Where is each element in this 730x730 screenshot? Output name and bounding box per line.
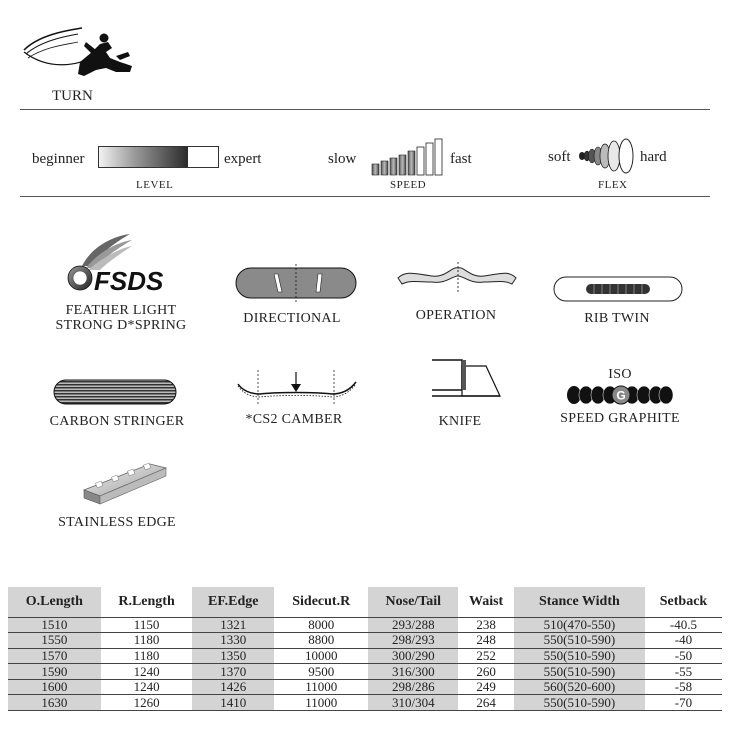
spec-cell: 550(510-590) bbox=[514, 633, 645, 649]
directional-caption: DIRECTIONAL bbox=[243, 311, 341, 326]
spec-header-cell: Setback bbox=[659, 593, 708, 609]
knife-edge-icon bbox=[430, 358, 502, 404]
spec-cell: 1150 bbox=[101, 617, 193, 633]
spec-header-cell: Waist bbox=[468, 593, 504, 609]
iso-label: ISO bbox=[608, 367, 632, 382]
spec-cell: -40 bbox=[645, 633, 722, 649]
spec-cell: -55 bbox=[645, 664, 722, 680]
spec-cell: -40.5 bbox=[645, 617, 722, 633]
speed-low-label: slow bbox=[328, 151, 357, 167]
stainless-edge-icon bbox=[80, 460, 170, 506]
fsds-logo-icon bbox=[62, 232, 177, 296]
spec-cell: 1240 bbox=[101, 664, 193, 680]
flex-high-label: hard bbox=[640, 149, 667, 165]
stainless-edge-caption: STAINLESS EDGE bbox=[58, 515, 176, 530]
spec-table-body bbox=[8, 617, 722, 711]
spec-cell: 1590 bbox=[8, 664, 101, 680]
graphite-badge-text: G bbox=[616, 388, 626, 403]
spec-cell: 1410 bbox=[192, 695, 274, 711]
spec-cell: 1321 bbox=[192, 617, 274, 633]
spec-header-cell: Sidecut.R bbox=[292, 593, 351, 609]
spec-header-cell: O.Length bbox=[8, 587, 101, 617]
graphite-discs-icon bbox=[566, 384, 674, 406]
spec-cell: 248 bbox=[458, 633, 514, 649]
spec-cell: 10000 bbox=[274, 648, 368, 664]
spec-cell: 510(470-550) bbox=[514, 617, 645, 633]
spec-table bbox=[8, 587, 722, 711]
fsds-logo-text: FSDS bbox=[94, 266, 164, 296]
spec-cell: 560(520-600) bbox=[514, 679, 645, 695]
spec-cell: 1180 bbox=[101, 633, 193, 649]
divider-top bbox=[20, 109, 710, 110]
spec-cell: 1180 bbox=[101, 648, 193, 664]
level-high-label: expert bbox=[224, 151, 262, 167]
fsds-caption-line2: STRONG D*SPRING bbox=[55, 318, 187, 333]
spec-cell: 11000 bbox=[274, 679, 368, 695]
spec-cell: 8000 bbox=[274, 617, 368, 633]
table-row bbox=[8, 695, 722, 711]
spec-cell: 298/293 bbox=[368, 633, 458, 649]
spec-cell: 1330 bbox=[192, 633, 274, 649]
spec-cell: 298/286 bbox=[368, 679, 458, 695]
level-meter bbox=[98, 146, 219, 168]
spec-cell: 1600 bbox=[8, 679, 101, 695]
spec-cell: 11000 bbox=[274, 695, 368, 711]
spec-cell: 9500 bbox=[274, 664, 368, 680]
spec-cell: 300/290 bbox=[368, 648, 458, 664]
spec-cell: 1570 bbox=[8, 648, 101, 664]
spec-cell: 1630 bbox=[8, 695, 101, 711]
spec-header-row bbox=[8, 587, 722, 617]
spec-table-head bbox=[8, 587, 722, 617]
table-row bbox=[8, 664, 722, 680]
cs2-camber-profile-icon bbox=[236, 368, 358, 406]
flex-discs-icon bbox=[576, 136, 638, 176]
knife-caption: KNIFE bbox=[438, 414, 482, 429]
spec-cell: 1240 bbox=[101, 679, 193, 695]
level-low-label: beginner bbox=[32, 151, 85, 167]
divider-middle bbox=[20, 196, 710, 197]
spec-cell: 310/304 bbox=[368, 695, 458, 711]
operation-profile-icon bbox=[396, 262, 518, 294]
spec-cell: 249 bbox=[458, 679, 514, 695]
spec-cell: 264 bbox=[458, 695, 514, 711]
snowboarder-turn-icon bbox=[20, 22, 140, 84]
rib-twin-board-icon bbox=[552, 275, 684, 303]
fsds-caption-line1: FEATHER LIGHT bbox=[65, 303, 177, 318]
level-caption: LEVEL bbox=[136, 179, 174, 191]
fsds-caption bbox=[46, 303, 196, 333]
spec-cell: 1426 bbox=[192, 679, 274, 695]
spec-cell: 550(510-590) bbox=[514, 648, 645, 664]
spec-cell: -50 bbox=[645, 648, 722, 664]
spec-cell: -70 bbox=[645, 695, 722, 711]
spec-cell: 550(510-590) bbox=[514, 664, 645, 680]
speed-high-label: fast bbox=[450, 151, 472, 167]
spec-cell: -58 bbox=[645, 679, 722, 695]
cs2-camber-caption: *CS2 CAMBER bbox=[245, 412, 343, 427]
spec-cell: 8800 bbox=[274, 633, 368, 649]
spec-cell: 1350 bbox=[192, 648, 274, 664]
spec-cell: 1550 bbox=[8, 633, 101, 649]
speed-caption: SPEED bbox=[390, 179, 427, 191]
rib-twin-caption: RIB TWIN bbox=[584, 311, 650, 326]
table-row bbox=[8, 648, 722, 664]
spec-cell: 252 bbox=[458, 648, 514, 664]
spec-header-cell: R.Length bbox=[118, 593, 175, 609]
spec-cell: 1510 bbox=[8, 617, 101, 633]
speed-bars-icon bbox=[370, 136, 446, 176]
spec-cell: 316/300 bbox=[368, 664, 458, 680]
level-meter-fill bbox=[99, 147, 188, 167]
carbon-stringer-caption: CARBON STRINGER bbox=[49, 414, 185, 429]
operation-caption: OPERATION bbox=[415, 308, 497, 323]
spec-header-cell: EF.Edge bbox=[192, 587, 274, 617]
table-row bbox=[8, 617, 722, 633]
spec-cell: 1370 bbox=[192, 664, 274, 680]
spec-header-cell: Stance Width bbox=[514, 587, 645, 617]
spec-cell: 293/288 bbox=[368, 617, 458, 633]
table-row bbox=[8, 633, 722, 649]
flex-low-label: soft bbox=[548, 149, 571, 165]
spec-cell: 550(510-590) bbox=[514, 695, 645, 711]
flex-caption: FLEX bbox=[598, 179, 628, 191]
carbon-stringer-board-icon bbox=[52, 378, 178, 406]
spec-cell: 1260 bbox=[101, 695, 193, 711]
speed-graphite-caption: SPEED GRAPHITE bbox=[560, 411, 680, 426]
spec-cell: 260 bbox=[458, 664, 514, 680]
directional-board-icon bbox=[234, 264, 358, 302]
turn-label: TURN bbox=[52, 88, 93, 104]
spec-header-cell: Nose/Tail bbox=[368, 587, 458, 617]
spec-cell: 238 bbox=[458, 617, 514, 633]
table-row bbox=[8, 679, 722, 695]
